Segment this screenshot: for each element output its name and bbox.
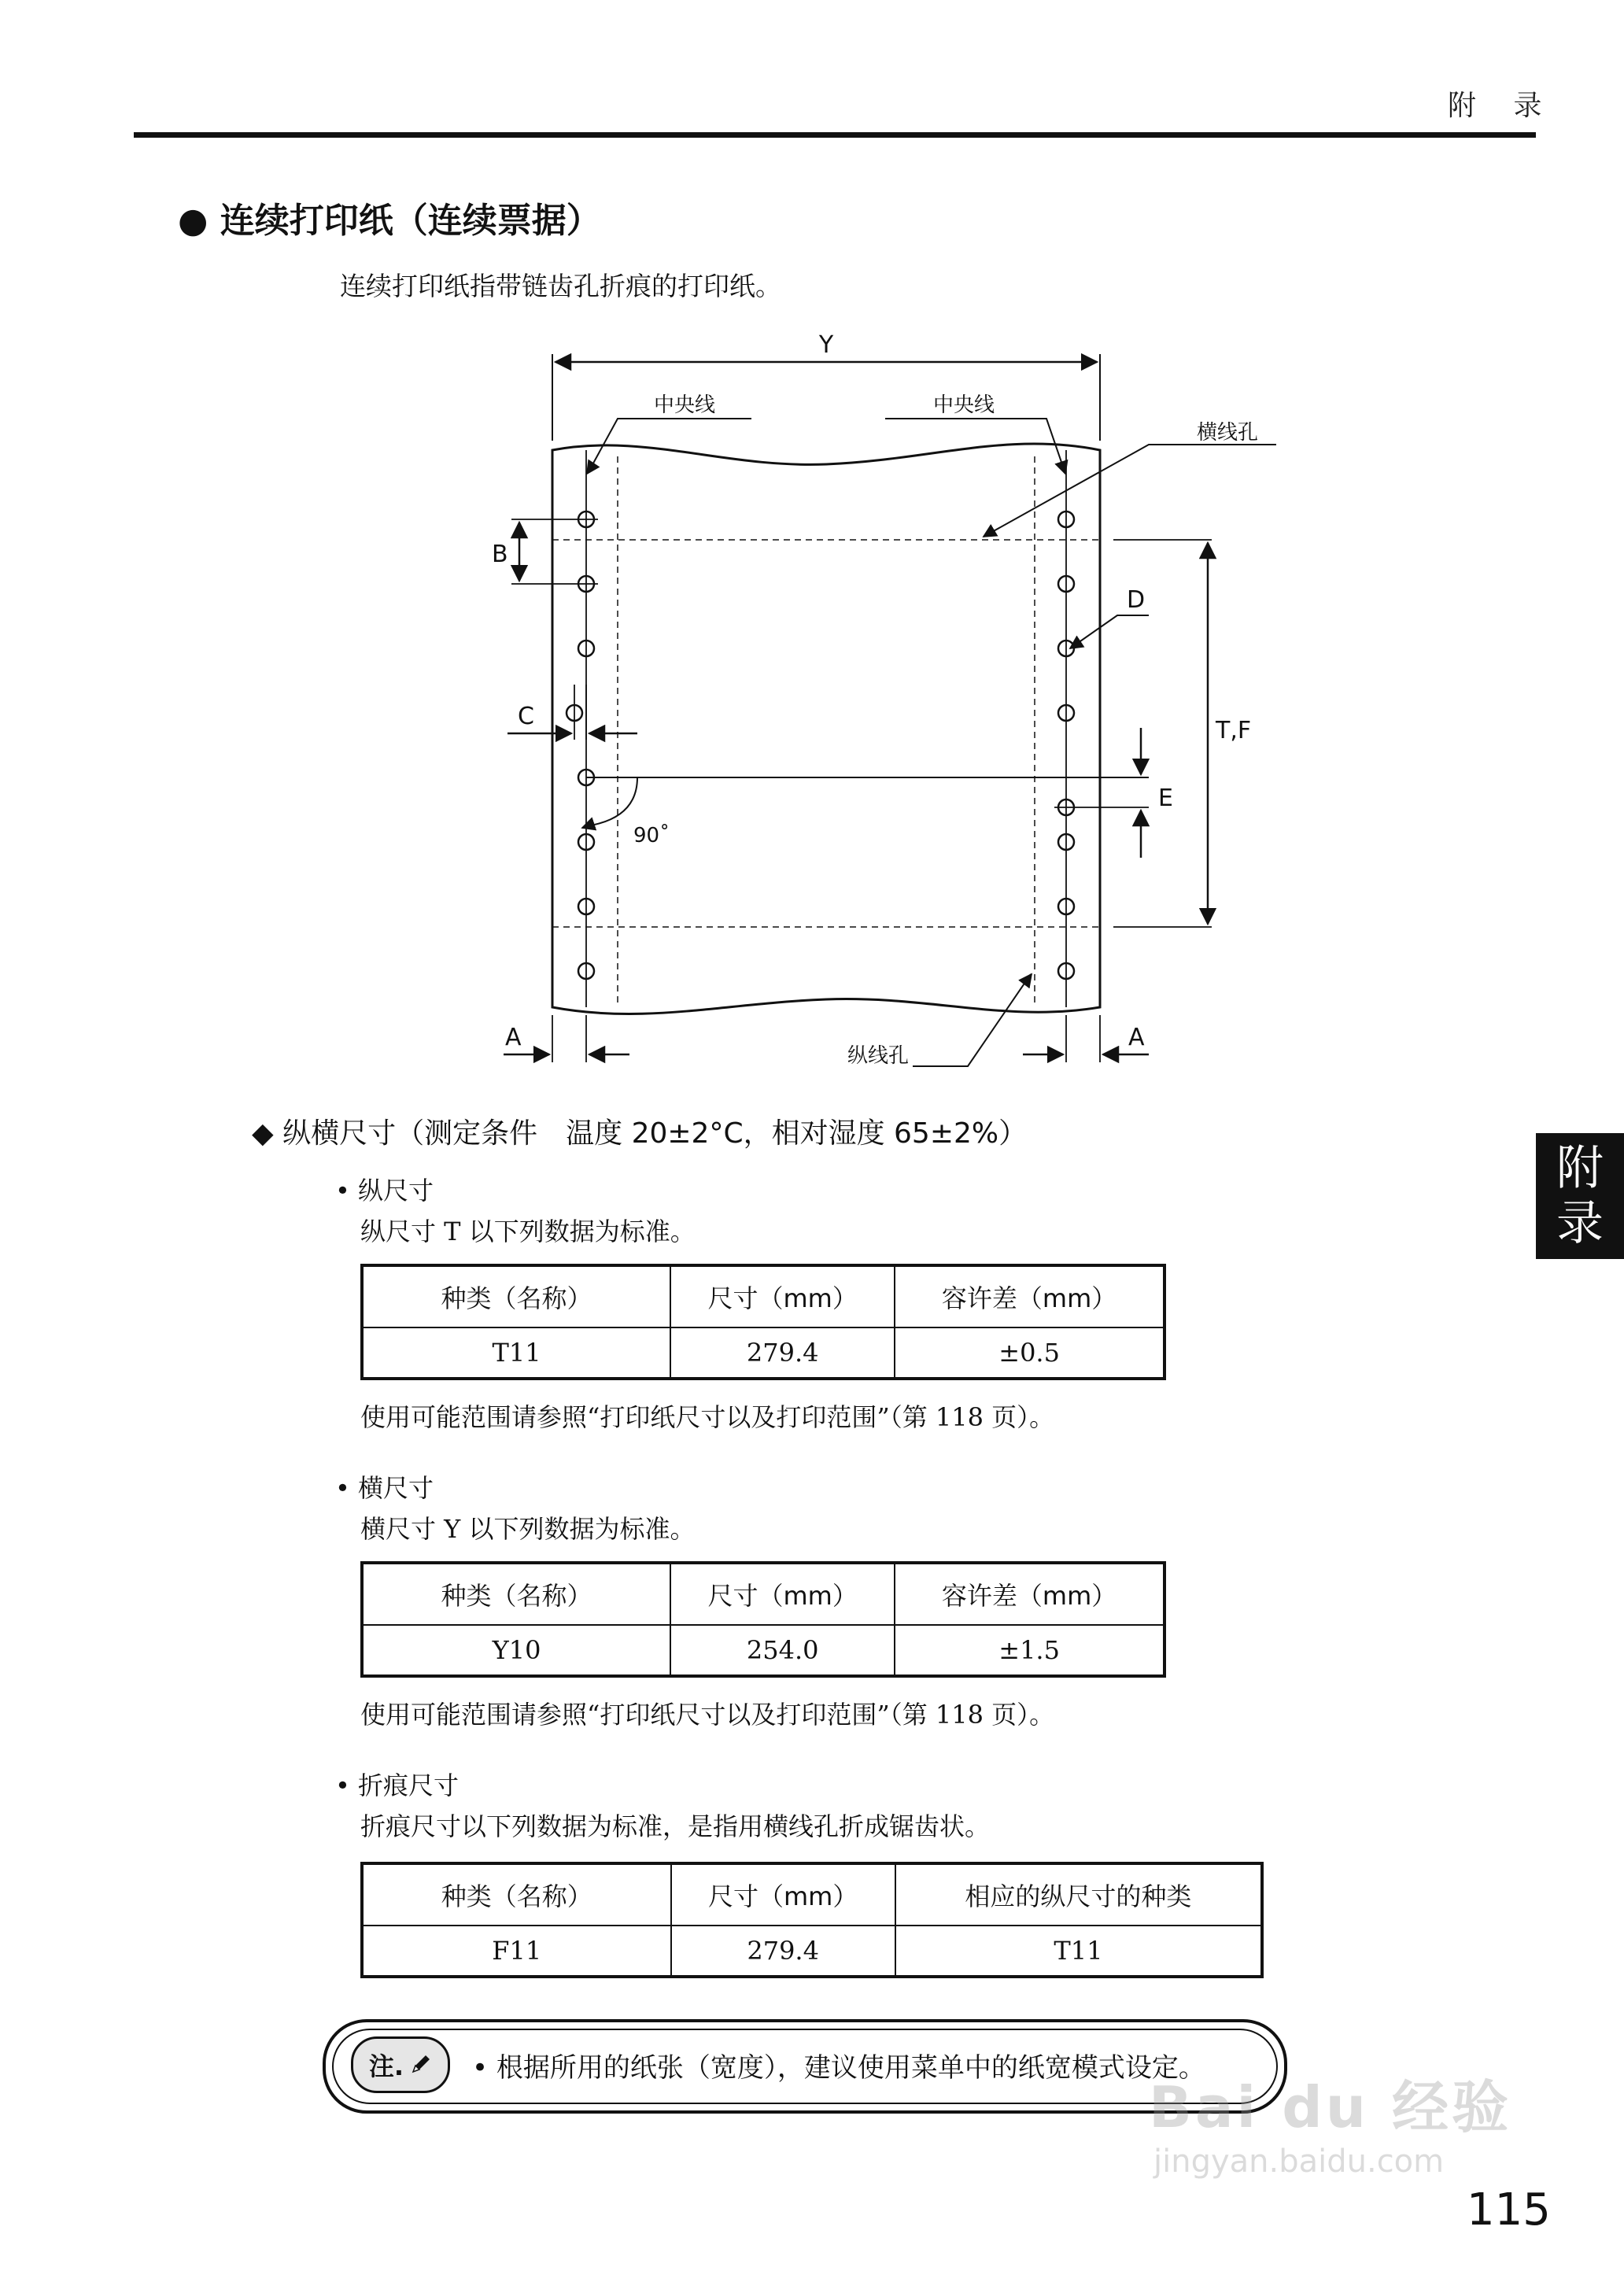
- horizontal-size-desc: 横尺寸 Y 以下列数据为标准。: [360, 1514, 696, 1544]
- baidu-watermark: [1149, 2062, 1511, 2180]
- label-c: C: [518, 703, 534, 730]
- watermark-brand: Bai du 经验: [1149, 2074, 1512, 2140]
- label-y: Y: [818, 331, 834, 359]
- note-text: • 根据所用的纸张（宽度），建议使用菜单中的纸宽模式设定。: [472, 2052, 1205, 2084]
- table-header: 相应的纵尺寸的种类: [895, 1863, 1262, 1926]
- horizontal-size-bullet: • 横尺寸: [335, 1473, 434, 1503]
- fold-size-desc: 折痕尺寸以下列数据为标准，是指用横线孔折成锯齿状。: [360, 1811, 991, 1841]
- dimensions-title: ◆ 纵横尺寸（测定条件 温度 20±2°C，相对湿度 65±2%）: [252, 1117, 1028, 1150]
- table-header: 种类（名称）: [362, 1265, 670, 1327]
- horizontal-size-table: [360, 1561, 1166, 1678]
- header-rule: [134, 132, 1536, 138]
- label-t-f: T,F: [1216, 717, 1252, 744]
- watermark-url: jingyan.baidu.com: [1153, 2143, 1445, 2180]
- table-header: 尺寸（mm）: [670, 1563, 895, 1625]
- page-number: 115: [1467, 2184, 1551, 2236]
- table-cell: 279.4: [670, 1327, 895, 1379]
- fold-size-table: [360, 1862, 1264, 1978]
- table-header: 尺寸（mm）: [670, 1265, 895, 1327]
- pencil-icon: [408, 2053, 432, 2077]
- side-tab-line-2: 录: [1556, 1196, 1604, 1251]
- label-e: E: [1158, 785, 1173, 812]
- table-row: [362, 1625, 1164, 1676]
- label-a-right: A: [1128, 1024, 1145, 1051]
- label-angle: 90˚: [633, 824, 670, 847]
- label-a-left: A: [505, 1024, 522, 1051]
- label-vertical-perforation: 纵线孔: [847, 1044, 909, 1068]
- horizontal-size-reference: 使用可能范围请参照“打印纸尺寸以及打印范围”（第 118 页）。: [360, 1700, 1055, 1730]
- table-cell: ±0.5: [895, 1327, 1164, 1379]
- appendix-side-tab: [1536, 1133, 1624, 1259]
- label-center-line-right: 中央线: [932, 393, 995, 417]
- table-header: 种类（名称）: [362, 1863, 671, 1926]
- table-header: 种类（名称）: [362, 1563, 670, 1625]
- vertical-size-reference: 使用可能范围请参照“打印纸尺寸以及打印范围”（第 118 页）。: [360, 1402, 1055, 1432]
- vertical-size-table: [360, 1264, 1166, 1380]
- table-cell: F11: [362, 1926, 671, 1977]
- table-cell: T11: [362, 1327, 670, 1379]
- section-intro: 连续打印纸指带链齿孔折痕的打印纸。: [340, 271, 781, 301]
- label-center-line-left: 中央线: [653, 393, 716, 417]
- table-header: 尺寸（mm）: [671, 1863, 895, 1926]
- table-cell: T11: [895, 1926, 1262, 1977]
- note-badge: [351, 2036, 450, 2093]
- table-row: [362, 1327, 1164, 1379]
- table-cell: 279.4: [671, 1926, 895, 1977]
- fold-size-bullet: • 折痕尺寸: [335, 1771, 460, 1800]
- table-header: 容许差（mm）: [895, 1265, 1164, 1327]
- paper-outline: [552, 444, 1100, 1014]
- note-badge-label: 注.: [368, 2051, 404, 2081]
- label-b: B: [492, 541, 508, 568]
- section-title: ● 连续打印纸（连续票据）: [178, 201, 601, 241]
- table-row: [362, 1926, 1262, 1977]
- vertical-size-bullet: • 纵尺寸: [335, 1176, 434, 1206]
- label-horizontal-perforation: 横线孔: [1196, 421, 1259, 445]
- table-header: 容许差（mm）: [895, 1563, 1164, 1625]
- vertical-size-desc: 纵尺寸 T 以下列数据为标准。: [360, 1217, 696, 1246]
- paper-diagram: [441, 330, 1322, 1086]
- table-cell: 254.0: [670, 1625, 895, 1676]
- side-tab-line-1: 附: [1556, 1141, 1604, 1196]
- label-d: D: [1127, 586, 1146, 614]
- section-header-label: 附 录: [1448, 90, 1556, 122]
- table-cell: ±1.5: [895, 1625, 1164, 1676]
- table-cell: Y10: [362, 1625, 670, 1676]
